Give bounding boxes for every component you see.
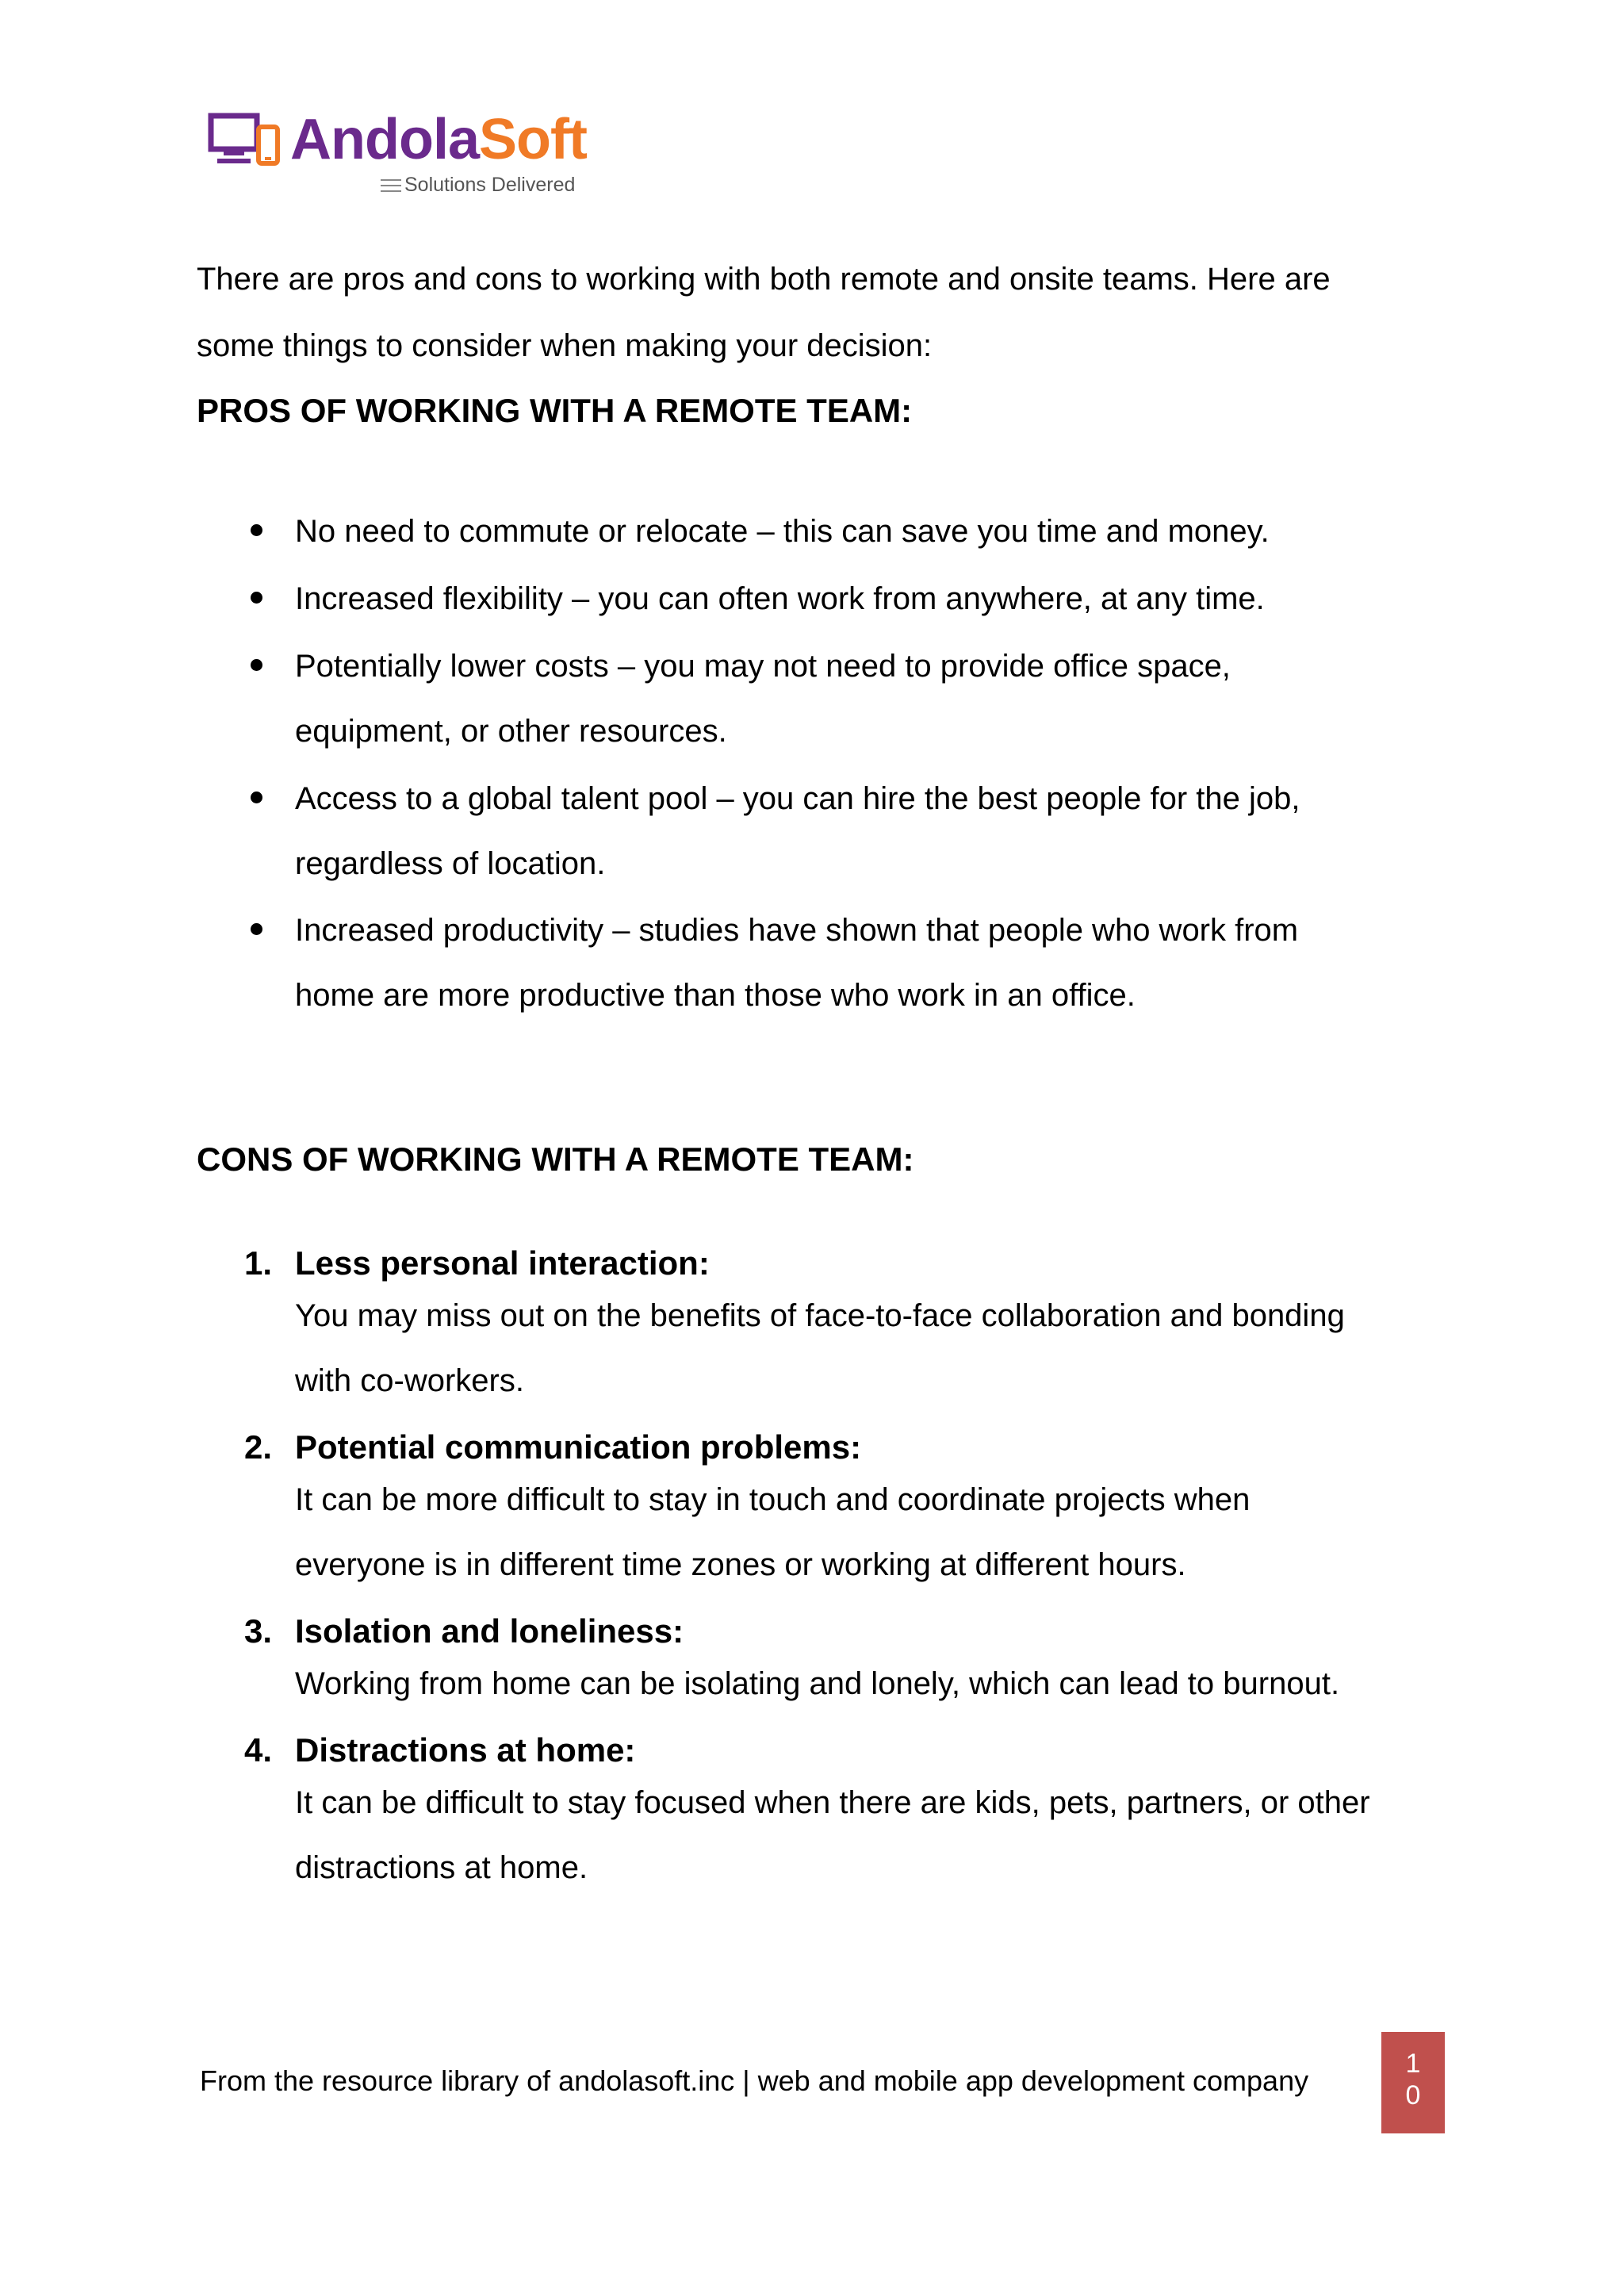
tagline-lines-icon [381, 179, 401, 192]
logo-tagline [381, 171, 575, 198]
page-number-digit-2: 0 [1405, 2080, 1421, 2110]
company-logo [208, 106, 587, 201]
bullet-dot-icon [251, 524, 262, 536]
cons-item-4-number: 4. [244, 1731, 273, 1769]
pros-item-5-line-1: Increased productivity – studies have shown that people who work from [295, 913, 1299, 948]
cons-item-2-line-1: It can be more difficult to stay in touch and coordinate projects when [295, 1482, 1251, 1517]
pros-heading: PROS OF WORKING WITH A REMOTE TEAM: [197, 392, 913, 429]
cons-item-3-number: 3. [244, 1612, 273, 1650]
logo-wordmark-andola: Andola [290, 108, 479, 171]
intro-line-1: There are pros and cons to working with both remote and onsite teams. Here are [197, 262, 1331, 297]
pros-item-4-line-1: Access to a global talent pool – you can hire the best people for the job, [295, 781, 1300, 816]
cons-item-1-line-1: You may miss out on the benefits of face-to-face collaboration and bonding [295, 1298, 1345, 1333]
cons-item-1-number: 1. [244, 1244, 273, 1282]
bullet-dot-icon [251, 792, 262, 803]
devices-logo-icon [208, 111, 281, 174]
pros-item-2-line-1: Increased flexibility – you can often work from anywhere, at any time. [295, 581, 1265, 616]
cons-item-4-line-2: distractions at home. [295, 1850, 588, 1885]
cons-item-2-number: 2. [244, 1428, 273, 1466]
pros-item-3-line-1: Potentially lower costs – you may not need to provide office space, [295, 649, 1231, 684]
page-number-badge [1381, 2032, 1445, 2133]
cons-item-2-title: Potential communication problems: [295, 1428, 862, 1466]
bullet-dot-icon [251, 923, 262, 935]
cons-item-1-title: Less personal interaction: [295, 1244, 710, 1282]
pros-item-3-line-2: equipment, or other resources. [295, 714, 727, 749]
logo-tagline-text: Solutions Delivered [404, 174, 576, 196]
cons-item-3-line-1: Working from home can be isolating and lonely, which can lead to burnout. [295, 1666, 1340, 1701]
logo-wordmark-soft: Soft [478, 108, 587, 171]
pros-item-5-line-2: home are more productive than those who work in an office. [295, 978, 1136, 1013]
bullet-dot-icon [251, 592, 262, 604]
intro-line-2: some things to consider when making your decision: [197, 328, 933, 363]
cons-item-1-line-2: with co-workers. [295, 1363, 524, 1398]
cons-item-4-title: Distractions at home: [295, 1731, 636, 1769]
pros-item-1-line-1: No need to commute or relocate – this can save you time and money. [295, 514, 1270, 549]
pros-item-4-line-2: regardless of location. [295, 846, 606, 881]
logo-wordmark [290, 106, 587, 173]
footer-text: From the resource library of andolasoft.inc | web and mobile app development company [200, 2064, 1309, 2097]
cons-item-2-line-2: everyone is in different time zones or working at different hours. [295, 1547, 1186, 1582]
cons-item-3-title: Isolation and loneliness: [295, 1612, 684, 1650]
cons-heading: CONS OF WORKING WITH A REMOTE TEAM: [197, 1140, 914, 1178]
bullet-dot-icon [251, 659, 262, 671]
page-number-digit-1: 1 [1405, 2049, 1421, 2079]
cons-item-4-line-1: It can be difficult to stay focused when there are kids, pets, partners, or other [295, 1785, 1370, 1820]
